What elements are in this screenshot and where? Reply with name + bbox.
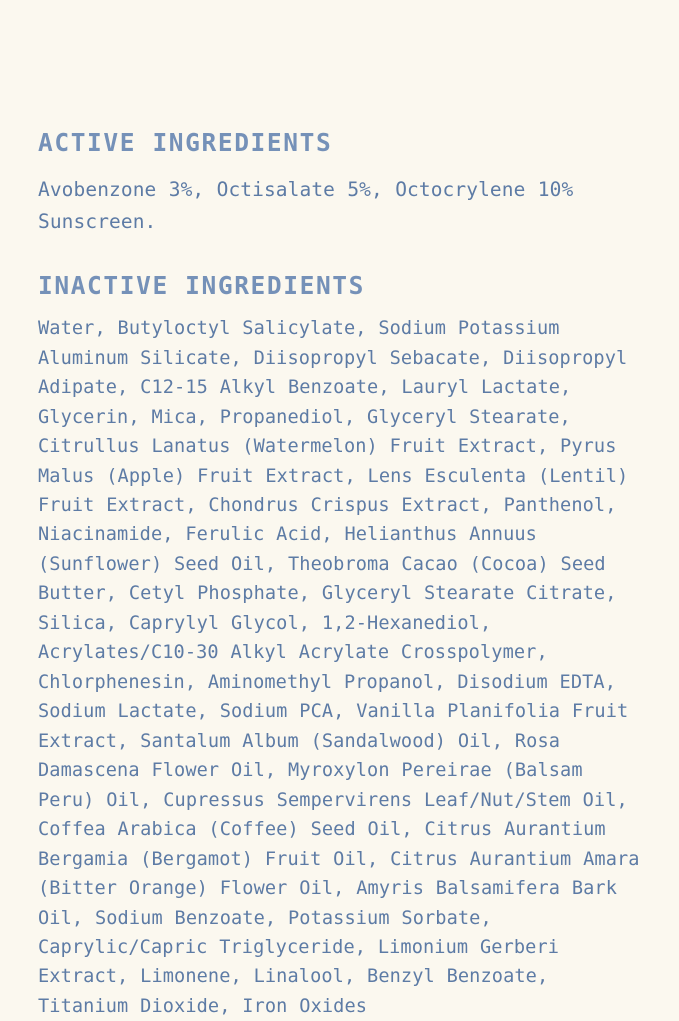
active-ingredients-text: Avobenzone 3%, Octisalate 5%, Octocrylene 10% Sunscreen. [38,178,574,233]
active-ingredients-heading: ACTIVE INGREDIENTS [38,128,333,157]
inactive-ingredients-heading: INACTIVE INGREDIENTS [38,270,366,300]
inactive-ingredients-text: Water, Butyloctyl Salicylate, Sodium Potassium Aluminum Silicate, Diisopropyl Sebacate, Diisopropyl Adipate, C12-15 Alkyl Benzoate, Lauryl Lactate, Glycerin, Mica, Propanediol, Glyceryl Stearate, Citrullus Lanatus (Watermelon) Fruit Extract, Pyrus Malus (Apple) Fruit Extract, Lens Esculenta (Lentil) Fruit Extract, Chondrus Crispus Extract, Panthenol, Niacinamide, Ferulic Acid, Helianthus Annuus (Sunflower) Seed Oil, Theobroma Cacao (Cocoa) Seed Butter, Cetyl Phosphate, Glyceryl Stearate Citrate, Silica, Caprylyl Glycol, 1,2-Hexanediol, Acrylates/C10-30 Alkyl Acrylate Crosspolymer, Chlorphenesin, Aminomethyl Propanol, Disodium EDTA, Sodium Lactate, Sodium PCA, Vanilla Planifolia Fruit Extract, Santalum Album (Sandalwood) Oil, Rosa Damascena Flower Oil, Myroxylon Pereirae (Balsam Peru) Oil, Cupressus Sempervirens Leaf/Nut/Stem Oil, Coffea Arabica (Coffee) Seed Oil, Citrus Aurantium Bergamia (Bergamot) Fruit Oil, Citrus Aurantium Amara (Bitter Orange) Flower Oil, Amyris Balsamifera Bark Oil, Sodium Benzoate, Potassium Sorbate, Caprylic/Capric Triglyceride, Limonium Gerberi Extract, Limonene, Linalool, Benzyl Benzoate, Titanium Dioxide, Iron Oxides [38,318,640,1017]
